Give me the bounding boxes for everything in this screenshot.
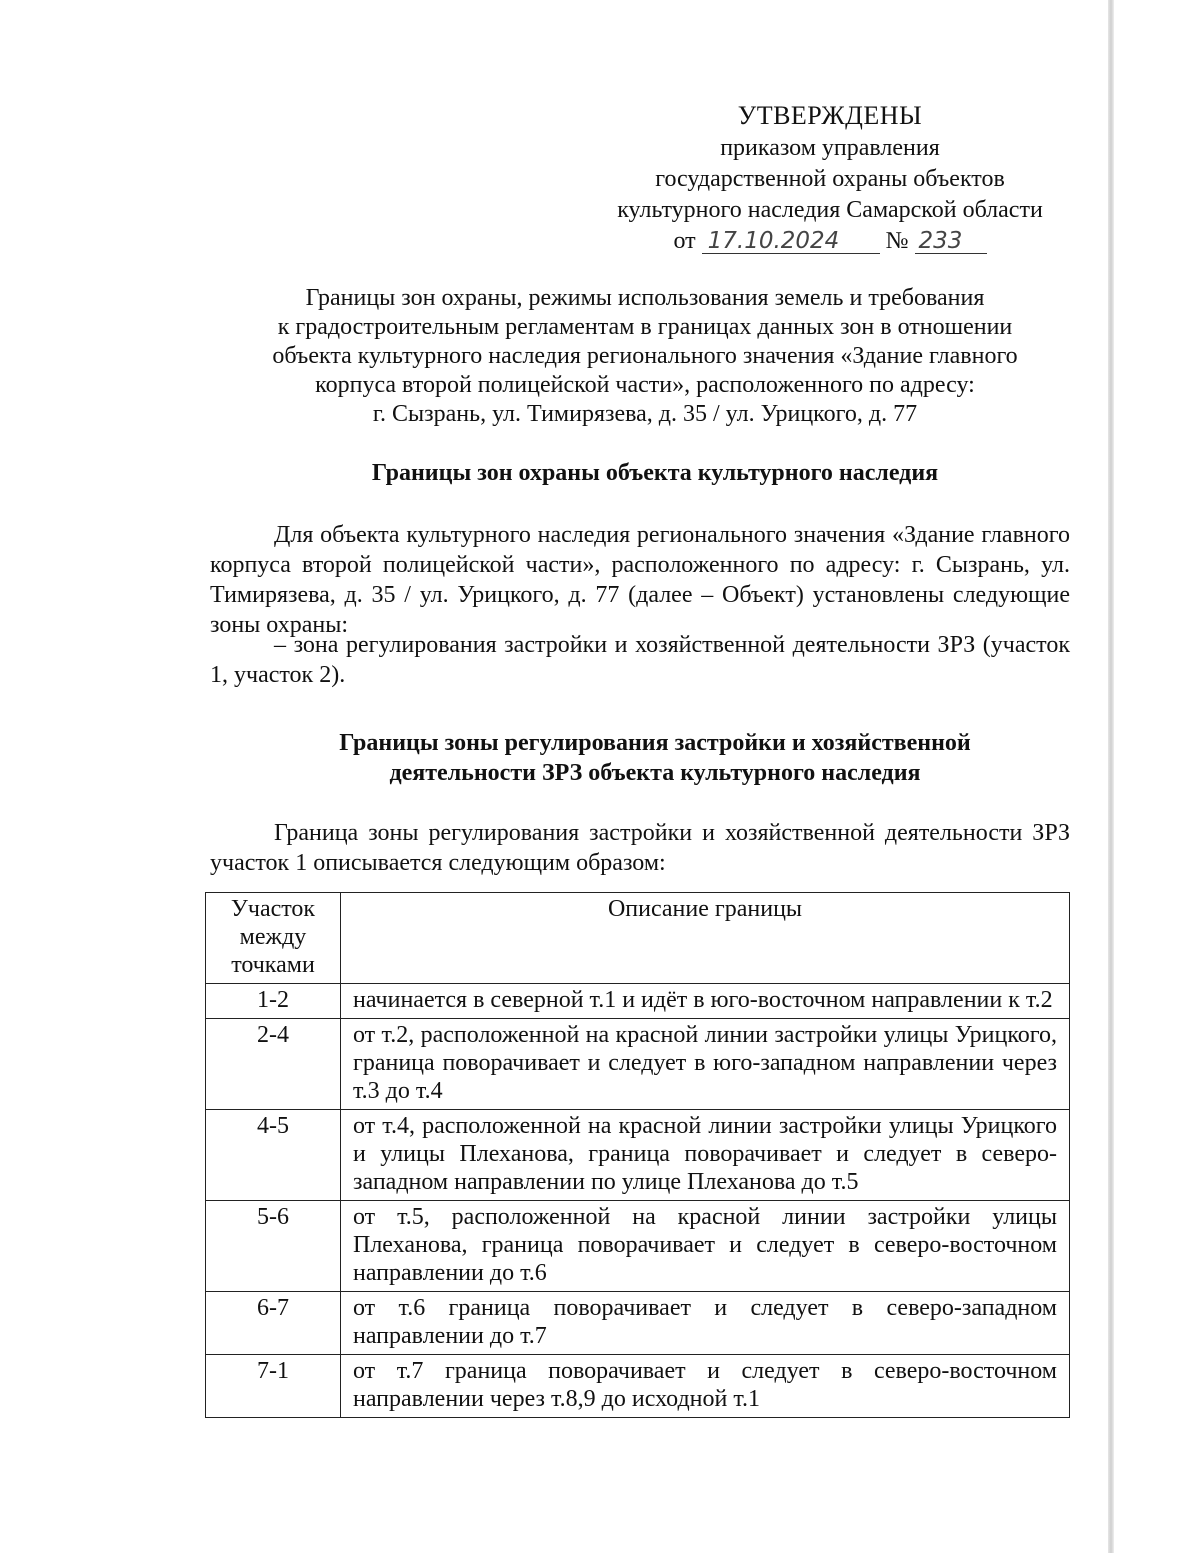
table-row <box>206 1355 1070 1418</box>
approval-line: приказом управления <box>720 135 940 161</box>
description-cell: от т.7 граница поворачивает и следует в северо-восточном направлении через т.8,9 до исходной т.1 <box>341 1355 1070 1418</box>
header-description: Описание границы <box>341 893 1070 984</box>
description-cell: от т.2, расположенной на красной линии застройки улицы Урицкого, граница поворачивает и следует в юго-западном направлении через т.3 до т.4 <box>341 1019 1070 1110</box>
segment-cell: 2-4 <box>206 1019 341 1110</box>
bullet-zone-zrz: – зона регулирования застройки и хозяйственной деятельности ЗРЗ (участок 1, участок 2). <box>210 632 1070 688</box>
order-date-number-line <box>590 226 1070 257</box>
date-prefix: от <box>673 228 696 254</box>
table-header-row <box>206 893 1070 984</box>
approval-line: государственной охраны объектов <box>655 166 1005 192</box>
scan-edge-shadow <box>1108 0 1114 1553</box>
heading-line: Границы зоны регулирования застройки и хозяйственной <box>339 730 971 756</box>
heading-line: деятельности ЗРЗ объекта культурного наследия <box>389 760 921 786</box>
title-line: г. Сызрань, ул. Тимирязева, д. 35 / ул. Урицкого, д. 77 <box>372 401 918 427</box>
approval-block <box>590 100 1070 257</box>
table-row <box>206 1292 1070 1355</box>
description-cell: от т.6 граница поворачивает и следует в северо-западном направлении до т.7 <box>341 1292 1070 1355</box>
table-row <box>206 1019 1070 1110</box>
segment-cell: 6-7 <box>206 1292 341 1355</box>
description-cell: от т.5, расположенной на красной линии застройки улицы Плеханова, граница поворачивает и следует в северо-восточном направлении до т.6 <box>341 1201 1070 1292</box>
segment-cell: 1-2 <box>206 984 341 1019</box>
paragraph-zones-intro: Для объекта культурного наследия регионального значения «Здание главного корпуса второй полицейской части», расположенного по адресу: г. Сызрань, ул. Тимирязева, д. 35 / ул. Урицкого, д. 77 (далее – Объект) установлены следующие зоны охраны: <box>210 522 1070 638</box>
segment-cell: 5-6 <box>206 1201 341 1292</box>
section-heading-zrz-boundaries <box>230 728 1080 788</box>
segment-cell: 7-1 <box>206 1355 341 1418</box>
title-line: объекта культурного наследия регионального значения «Здание главного <box>272 343 1018 369</box>
boundary-table <box>205 892 1070 1418</box>
paragraph-zrz-description: Граница зоны регулирования застройки и хозяйственной деятельности ЗРЗ участок 1 описывается следующим образом: <box>210 820 1070 876</box>
title-line: Границы зон охраны, режимы использования земель и требования <box>305 285 985 311</box>
description-cell: начинается в северной т.1 и идёт в юго-восточном направлении к т.2 <box>341 984 1070 1019</box>
number-prefix: № <box>885 228 909 254</box>
section-heading-protection-zones: Границы зон охраны объекта культурного наследия <box>371 460 939 486</box>
table-row <box>206 1110 1070 1201</box>
segment-cell: 4-5 <box>206 1110 341 1201</box>
approval-line: культурного наследия Самарской области <box>617 197 1043 223</box>
order-date-handwritten: 17.10.2024 <box>702 229 880 254</box>
order-number-handwritten: 233 <box>915 229 987 254</box>
description-cell: от т.4, расположенной на красной линии застройки улицы Урицкого и улицы Плеханова, граница поворачивает и следует в северо-западном направлении по улице Плеханова до т.5 <box>341 1110 1070 1201</box>
approval-heading: УТВЕРЖДЕНЫ <box>737 101 923 130</box>
title-line: корпуса второй полицейской части», расположенного по адресу: <box>315 372 975 398</box>
title-line: к градостроительным регламентам в границах данных зон в отношении <box>277 314 1013 340</box>
table-row <box>206 1201 1070 1292</box>
header-segment: Участок между точками <box>206 893 341 984</box>
document-title <box>210 284 1080 429</box>
table-row <box>206 984 1070 1019</box>
